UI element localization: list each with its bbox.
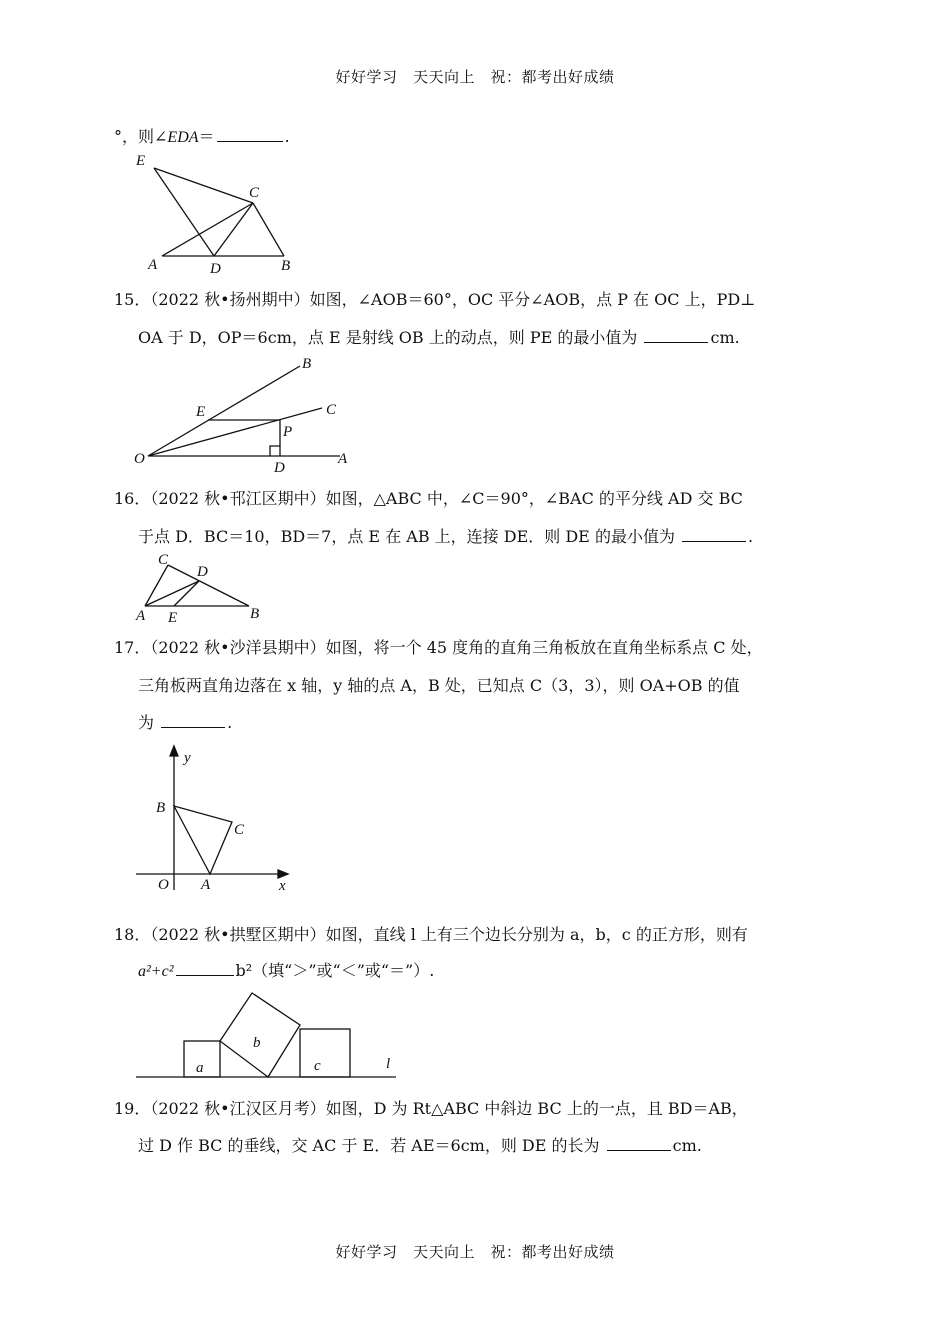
- right-angle-mark: [270, 446, 280, 456]
- label-a: A: [201, 877, 211, 893]
- ray-ob: [148, 366, 300, 456]
- label-c: C: [234, 822, 245, 838]
- label-o: O: [134, 451, 145, 467]
- figure-17: [128, 740, 298, 900]
- label-e: E: [196, 404, 206, 420]
- q19-answer-blank[interactable]: [607, 1136, 671, 1151]
- q19-line2: [138, 1133, 702, 1156]
- label-d: D: [197, 564, 208, 580]
- seg-dc: [214, 203, 253, 256]
- label-b: b: [253, 1035, 261, 1051]
- q17-source: （2022 秋•沙洋县期中）: [150, 638, 326, 657]
- label-x: x: [279, 878, 286, 894]
- q17-line3: [138, 710, 232, 733]
- ray-oc: [148, 408, 322, 456]
- q19-text1: 如图，D 为 Rt△ABC 中斜边 BC 上的一点，且 BD＝AB，: [325, 1099, 748, 1118]
- q18-expr-right: b²（填“＞”或“＜”或“＝”）.: [235, 961, 435, 980]
- q18-number: 18．: [114, 925, 151, 944]
- q18-answer-blank[interactable]: [176, 961, 234, 976]
- q15-number: 15．: [114, 290, 151, 309]
- label-b: B: [250, 606, 260, 622]
- seg-ad: [145, 581, 199, 606]
- seg-de: [174, 581, 199, 606]
- label-a: A: [148, 257, 158, 273]
- triangle-bac: [174, 806, 232, 874]
- q16-line2: [138, 524, 753, 547]
- q14-prefix: °，则∠: [114, 127, 168, 146]
- label-o: O: [158, 877, 169, 893]
- label-c: C: [249, 185, 260, 201]
- label-b: B: [302, 356, 312, 372]
- label-c: C: [326, 402, 337, 418]
- q19-number: 19．: [114, 1099, 151, 1118]
- q16-number: 16．: [114, 489, 151, 508]
- q16-source: （2022 秋•邗江区期中）: [150, 489, 326, 508]
- seg-ec: [154, 168, 253, 203]
- q19-source: （2022 秋•江汉区月考）: [150, 1099, 326, 1118]
- q17-end: .: [227, 713, 233, 732]
- q17-text1: 如图，将一个 45 度角的直角三角板放在直角坐标系点 C 处，: [325, 638, 763, 657]
- label-c: C: [158, 552, 169, 568]
- page-header: 好好学习 天天向上 祝：都考出好成绩: [335, 68, 615, 86]
- q18-source: （2022 秋•拱墅区期中）: [150, 925, 326, 944]
- q16-line1: [114, 486, 743, 509]
- label-e: E: [168, 610, 178, 626]
- y-axis-arrow: [170, 746, 178, 756]
- seg-cb: [253, 203, 284, 256]
- label-y: y: [184, 750, 191, 766]
- label-a: A: [338, 451, 348, 467]
- x-axis-arrow: [278, 870, 288, 878]
- q16-text2: 于点 D．BC＝10，BD＝7，点 E 在 AB 上，连接 DE．则 DE 的最小值为: [138, 527, 675, 546]
- q15-text2: OA 于 D，OP＝6cm，点 E 是射线 OB 上的动点，则 PE 的最小值为: [138, 328, 638, 347]
- q15-unit: cm.: [710, 328, 740, 347]
- q17-line2: [138, 673, 740, 696]
- q16-text1: 如图，△ABC 中，∠C＝90°，∠BAC 的平分线 AD 交 BC: [325, 489, 743, 508]
- q18-expr-left: a²+c²: [138, 963, 174, 980]
- seg-ac: [162, 203, 253, 256]
- figure-18: [128, 986, 408, 1082]
- figure-15: [128, 348, 368, 476]
- q15-source: （2022 秋•扬州期中）: [150, 290, 310, 309]
- label-e: E: [136, 153, 146, 169]
- label-a: A: [136, 608, 146, 624]
- q15-line1: [114, 287, 755, 310]
- q14-tail: [114, 124, 290, 147]
- q14-var: EDA: [167, 129, 199, 146]
- q19-unit: cm.: [672, 1136, 702, 1155]
- q14-end: .: [284, 127, 290, 146]
- q17-line1: [114, 635, 763, 658]
- q17-number: 17．: [114, 638, 151, 657]
- page-footer: 好好学习 天天向上 祝：都考出好成绩: [335, 1243, 615, 1261]
- square-c: [300, 1029, 350, 1077]
- label-l: l: [386, 1056, 391, 1072]
- q15-text1: 如图，∠AOB＝60°，OC 平分∠AOB，点 P 在 OC 上，PD⊥: [309, 290, 756, 309]
- label-c: c: [314, 1058, 321, 1074]
- q17-answer-blank[interactable]: [161, 713, 225, 728]
- q19-text2: 过 D 作 BC 的垂线，交 AC 于 E．若 AE＝6cm，则 DE 的长为: [138, 1136, 600, 1155]
- q16-answer-blank[interactable]: [682, 527, 746, 542]
- figure-14: [128, 148, 308, 278]
- q14-suffix: ＝: [198, 127, 215, 146]
- q17-text3: 为: [138, 713, 155, 732]
- q14-answer-blank[interactable]: [217, 127, 283, 142]
- label-b: B: [281, 258, 291, 274]
- q19-line1: [114, 1096, 748, 1119]
- q15-line2: [138, 325, 740, 348]
- label-d: D: [274, 460, 285, 476]
- q17-text2: 三角板两直角边落在 x 轴，y 轴的点 A，B 处，已知点 C（3，3），则 OA+OB 的值: [138, 676, 740, 695]
- q15-answer-blank[interactable]: [644, 328, 708, 343]
- label-a: a: [196, 1060, 204, 1076]
- q18-line2: [138, 958, 434, 981]
- label-p: P: [283, 424, 293, 440]
- label-b: B: [156, 800, 166, 816]
- label-d: D: [210, 261, 221, 277]
- q18-line1: [114, 922, 748, 945]
- q16-end: .: [748, 527, 754, 546]
- seg-ca: [145, 565, 168, 606]
- figure-16: [128, 550, 278, 626]
- q18-text1: 如图，直线 l 上有三个边长分别为 a，b，c 的正方形，则有: [325, 925, 748, 944]
